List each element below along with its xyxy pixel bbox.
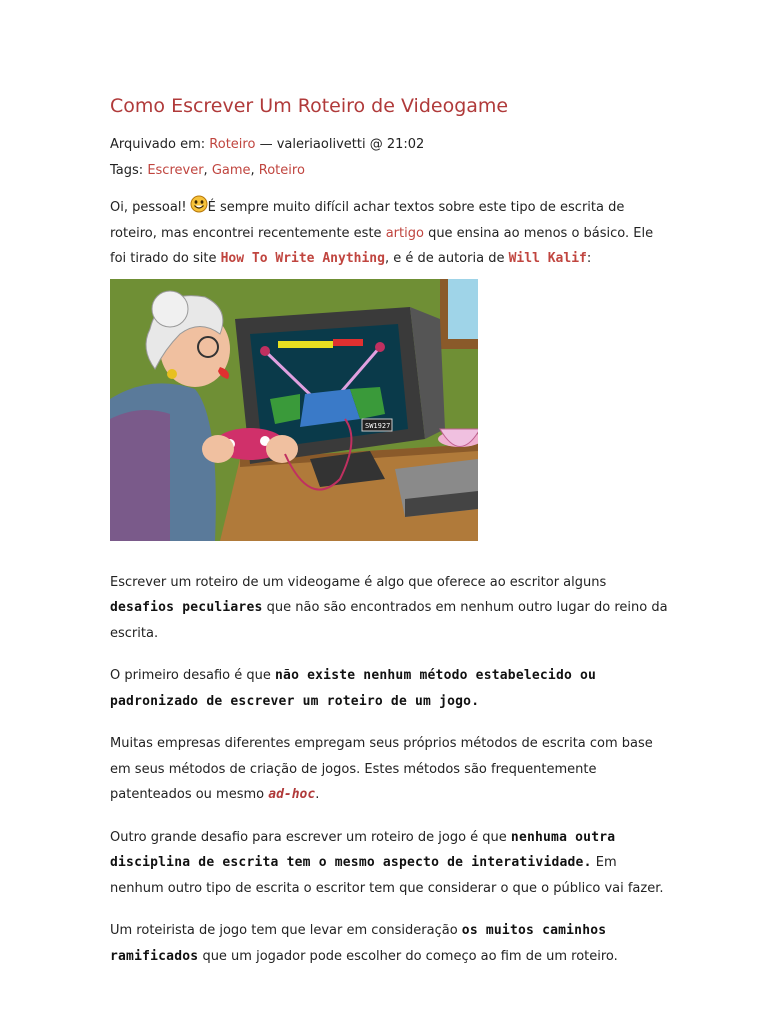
post-tags-line: Tags: Escrever, Game, Roteiro: [110, 163, 305, 178]
p3-text-c: .: [315, 787, 320, 802]
post-archive-line: [110, 137, 670, 153]
paragraph-2: [110, 663, 670, 714]
intro-text-4: :: [586, 251, 592, 266]
ad-hoc-link[interactable]: ad-hoc: [268, 787, 316, 802]
p1-bold: desafios peculiares: [110, 600, 263, 615]
paragraph-5: [110, 918, 670, 969]
how-to-write-anything-link[interactable]: How To Write Anything: [220, 251, 385, 266]
author-timestamp: — valeriaolivetti @ 21:02: [259, 137, 425, 152]
p3-text-a: Muitas empresas diferentes empregam seus próprios métodos de escrita com base em seus métodos de criação de jogos. Estes métodos são frequentemente patenteados ou mesmo: [110, 736, 653, 802]
smiley-icon: [190, 195, 208, 213]
p4-bold: nenhuma outra disciplina de escrita tem o mesmo aspecto de interatividade.: [110, 829, 616, 870]
artigo-link[interactable]: artigo: [385, 225, 424, 241]
intro-paragraph: [110, 195, 670, 272]
tag-link-roteiro[interactable]: Roteiro: [258, 163, 305, 178]
p1-text-c: que não são encontrados em nenhum outro lugar do reino da escrita.: [110, 600, 668, 641]
tag-link-escrever[interactable]: Escrever: [147, 163, 204, 178]
intro-text-2: que ensina ao menos o básico. Ele foi tirado do site: [110, 225, 654, 266]
intro-text-1: É sempre muito difícil achar textos sobre este tipo de escrita de roteiro, mas encontrei recentemente este: [110, 200, 625, 241]
will-kalif-link[interactable]: Will Kalif: [508, 251, 587, 266]
p5-text-a: Um roteirista de jogo tem que levar em consideração: [110, 923, 458, 938]
paragraph-3: [110, 731, 670, 808]
intro-text-greeting: Oi, pessoal!: [110, 200, 187, 215]
tags-label: Tags:: [110, 163, 144, 178]
blog-post: [110, 92, 670, 986]
intro-text-3: , e é de autoria de: [384, 251, 505, 266]
archived-label: Arquivado em:: [110, 137, 206, 152]
paragraph-1: [110, 570, 670, 647]
category-link-roteiro[interactable]: Roteiro: [209, 137, 256, 152]
p1-text-a: Escrever um roteiro de um videogame é algo que oferece ao escritor alguns: [110, 574, 607, 590]
p2-bold: não existe nenhum método estabelecido ou padronizado de escrever um roteiro de um jogo.: [110, 668, 597, 709]
p5-text-c: que um jogador pode escolher do começo ao fim de um roteiro.: [202, 948, 618, 964]
tag-link-game[interactable]: Game: [211, 163, 251, 178]
p4-text-c: Em nenhum outro tipo de escrita o escritor tem que considerar o que o público vai fazer.: [110, 855, 664, 896]
grandma-gamer-illustration: [110, 279, 478, 541]
paragraph-4: [110, 825, 670, 902]
p2-text-a: O primeiro desafio é que: [110, 668, 271, 683]
p5-bold: os muitos caminhos ramificados: [110, 923, 607, 964]
p4-text-a: Outro grande desafio para escrever um roteiro de jogo é que: [110, 829, 507, 845]
post-title[interactable]: Como Escrever Um Roteiro de Videogame: [110, 95, 509, 117]
screen-score: SW1927: [365, 421, 391, 430]
